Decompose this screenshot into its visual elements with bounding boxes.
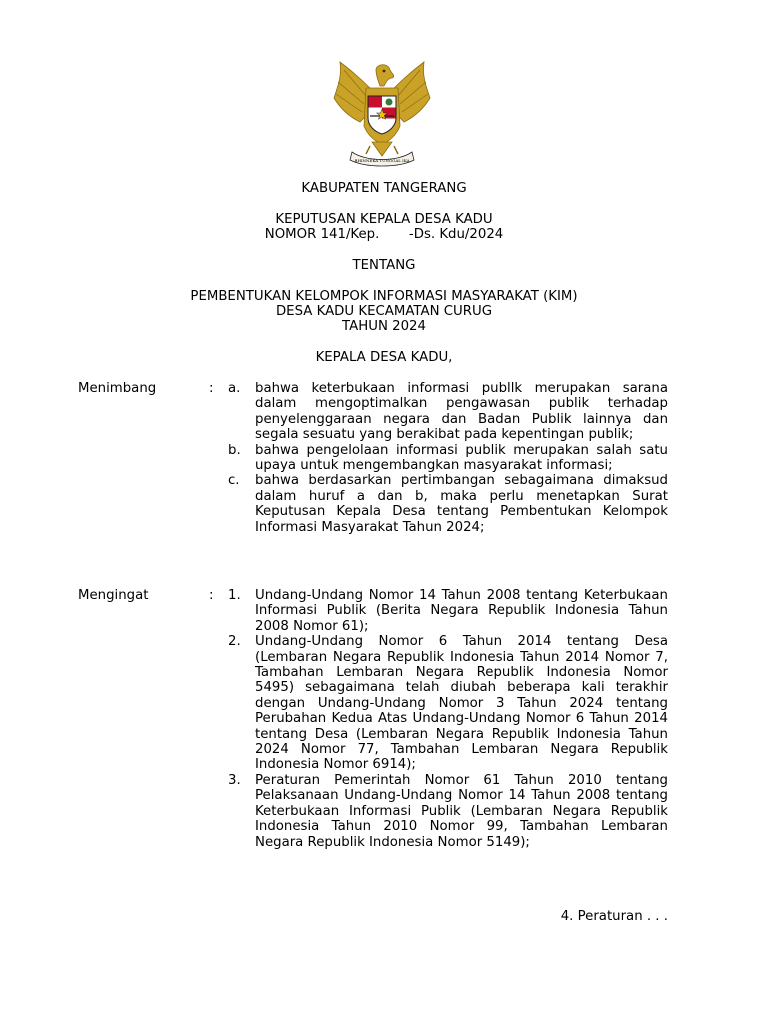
emblem-motto: BHINNEKA TUNGGAL IKA xyxy=(354,158,410,163)
item-marker: c. xyxy=(228,473,240,489)
item-text: Undang-Undang Nomor 6 Tahun 2014 tentang Desa (Lembaran Negara Republik Indonesia Tahun 2014 Nomor 7, Tambahan Lembaran Negara Republik Indonesia Nomor 5495) sebagaimana telah diubah beberapa kali terakhir dengan Undang-Undang Nomor 3 Tahun 2024 tentang Perubahan Kedua Atas Undang-Undang Nomor 6 Tahun 2014 tentang Desa (Lembaran Negara Republik Indonesia Tahun 2024 Nomor 77, Tambahan Lembaran Negara Republik Indonesia Nomor 6914); xyxy=(255,634,668,773)
about-label: TENTANG xyxy=(352,258,416,273)
item-marker: 3. xyxy=(228,772,241,788)
subject-line-2: DESA KADU KECAMATAN CURUG xyxy=(275,304,493,319)
page-continuation: 4. Peraturan . . . xyxy=(560,909,668,924)
decree-title: KEPUTUSAN KEPALA DESA KADU xyxy=(275,212,493,227)
list-item xyxy=(228,381,668,443)
item-marker: 2. xyxy=(228,634,241,650)
menimbang-list xyxy=(228,381,668,535)
section-label-mengingat: Mengingat xyxy=(78,588,149,603)
subject-line-1: PEMBENTUKAN KELOMPOK INFORMASI MASYARAKAT (KIM) xyxy=(190,289,578,304)
list-item xyxy=(228,634,668,773)
section-colon: : xyxy=(209,381,214,396)
official-title: KEPALA DESA KADU, xyxy=(315,350,453,365)
list-item xyxy=(228,443,668,474)
item-text: bahwa berdasarkan pertimbangan sebagaimana dimaksud dalam huruf a dan b, maka perlu menetapkan Surat Keputusan Kepala Desa tentang Pembentukan Kelompok Informasi Masyarakat Tahun 2024; xyxy=(255,473,668,535)
item-marker: a. xyxy=(228,381,241,396)
list-item xyxy=(228,588,668,634)
item-text: bahwa keterbukaan informasi publlk merupakan sarana dalam mengoptimalkan pengawasan publik terhadap penyelenggaraan negara dan Badan Publik lainnya dan segala sesuatu yang berakibat pada kepentingan publik; xyxy=(255,381,668,443)
item-marker: 1. xyxy=(228,588,241,603)
item-marker: b. xyxy=(228,442,241,458)
list-item xyxy=(228,773,668,850)
regency-heading: KABUPATEN TANGERANG xyxy=(301,181,467,196)
item-text: bahwa pengelolaan informasi publik merupakan salah satu upaya untuk mengembangkan masyarakat informasi; xyxy=(255,442,668,474)
decree-number: NOMOR 141/Kep. -Ds. Kdu/2024 xyxy=(264,227,504,242)
section-colon: : xyxy=(209,588,214,603)
mengingat-list xyxy=(228,588,668,850)
item-text: Undang-Undang Nomor 14 Tahun 2008 tentang Keterbukaan Informasi Publik (Berita Negara Republik Indonesia Tahun 2008 Nomor 61); xyxy=(255,588,668,634)
section-label-menimbang: Menimbang xyxy=(78,381,157,396)
list-item xyxy=(228,473,668,535)
garuda-pancasila-emblem xyxy=(326,56,438,172)
subject-line-3: TAHUN 2024 xyxy=(342,319,426,334)
item-text: Peraturan Pemerintah Nomor 61 Tahun 2010 tentang Pelaksanaan Undang-Undang Nomor 14 Tahun 2008 tentang Keterbukaan Informasi Publik (Lembaran Negara Republik Indonesia Tahun 2010 Nomor 99, Tambahan Lembaran Negara Republik Indonesia Nomor 5149); xyxy=(255,772,668,850)
